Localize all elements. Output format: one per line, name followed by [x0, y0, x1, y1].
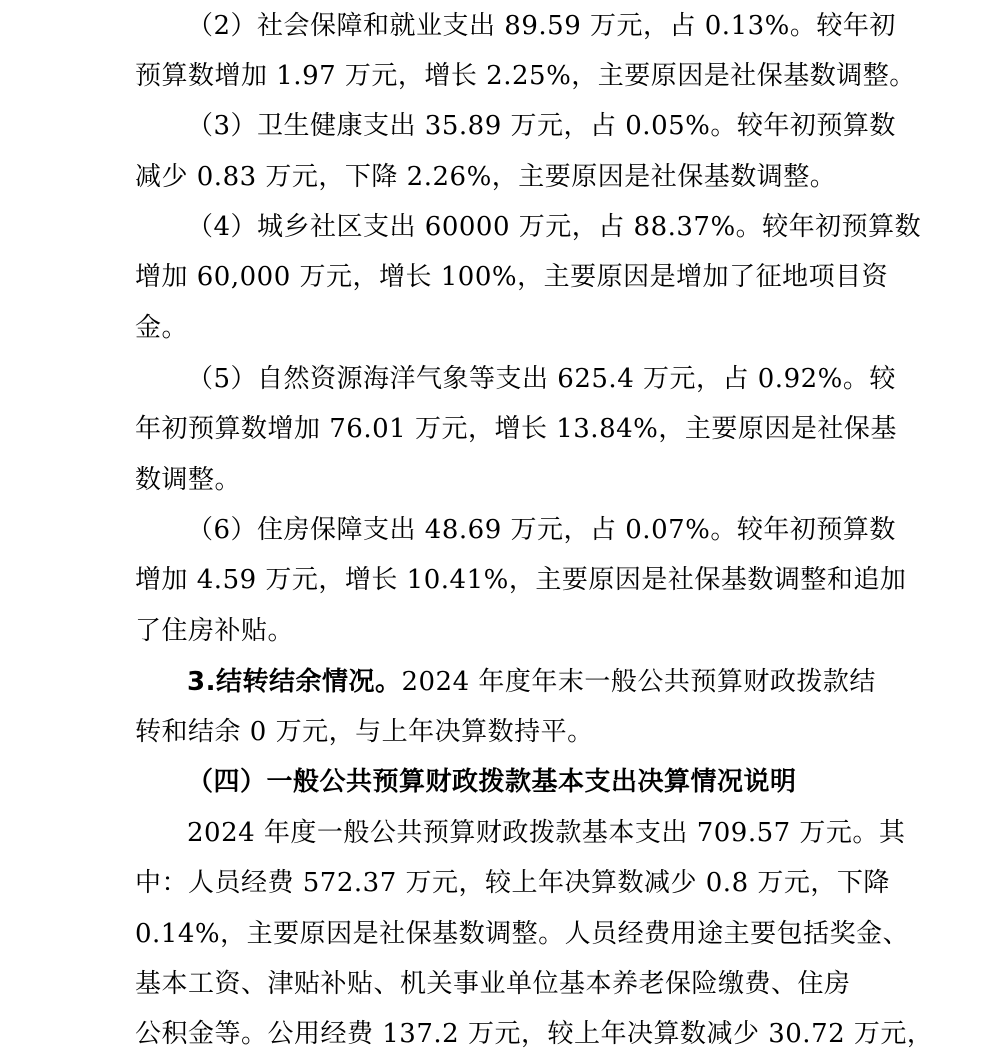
text-line: 增加 4.59 万元，增长 10.41%，主要原因是社保基数调整和追加 — [135, 565, 907, 595]
carryover-heading: 3.结转结余情况。 — [187, 667, 402, 697]
text-line: 转和结余 0 万元，与上年决算数持平。 — [135, 717, 594, 747]
text-line: 中：人员经费 572.37 万元，较上年决算数减少 0.8 万元，下降 — [135, 868, 890, 898]
text-line: （3）卫生健康支出 35.89 万元，占 0.05%。较年初预算数 — [187, 111, 896, 141]
text-line: （6）住房保障支出 48.69 万元，占 0.07%。较年初预算数 — [187, 515, 896, 545]
text-line: 公积金等。公用经费 137.2 万元，较上年决算数减少 30.72 万元， — [135, 1019, 934, 1049]
text-line: 数调整。 — [135, 465, 242, 495]
text-line: 预算数增加 1.97 万元，增长 2.25%，主要原因是社保基数调整。 — [135, 61, 916, 91]
text-line — [187, 664, 876, 700]
text-line: 金。 — [135, 313, 189, 343]
text-line: 2024 年度一般公共预算财政拨款基本支出 709.57 万元。其 — [187, 818, 906, 848]
text-line: 基本工资、津贴补贴、机关事业单位基本养老保险缴费、住房 — [135, 969, 851, 999]
text-line: （5）自然资源海洋气象等支出 625.4 万元，占 0.92%。较 — [187, 364, 896, 394]
text-line: 增加 60,000 万元，增长 100%，主要原因是增加了征地项目资 — [135, 262, 889, 292]
text-line: 年初预算数增加 76.01 万元，增长 13.84%，主要原因是社保基 — [135, 414, 897, 444]
text-line: 减少 0.83 万元，下降 2.26%，主要原因是社保基数调整。 — [135, 162, 837, 192]
text-line: （2）社会保障和就业支出 89.59 万元，占 0.13%。较年初 — [187, 11, 896, 41]
text-line: 0.14%，主要原因是社保基数调整。人员经费用途主要包括奖金、 — [135, 919, 910, 949]
text-line: 了住房补贴。 — [135, 616, 295, 646]
carryover-text: 2024 年度年末一般公共预算财政拨款结 — [401, 667, 876, 697]
section-4-heading: （四）一般公共预算财政拨款基本支出决算情况说明 — [187, 767, 797, 797]
text-line: （4）城乡社区支出 60000 万元，占 88.37%。较年初预算数 — [187, 212, 922, 242]
